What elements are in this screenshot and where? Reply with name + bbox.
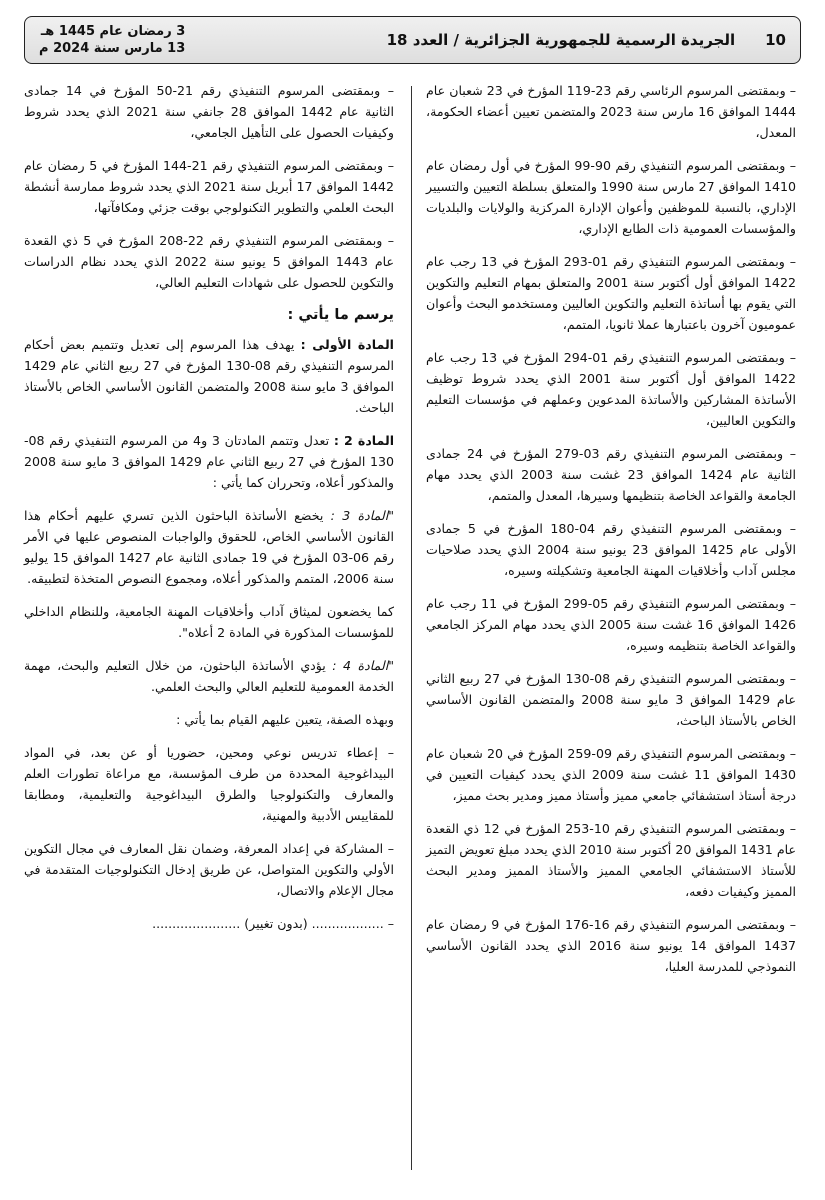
- column-divider: [411, 86, 412, 1170]
- article-4-item: – إعطاء تدريس نوعي ومحين، حضوريا أو عن بعد، في المواد البيداغوجية المحددة من طرف المؤسسة، مع مراعاة تطورات العلم والمعارف والتكنولوجيا والطرق البيداغوجية والتعليمية، ومطابقا للمقاييس الأدبية والمهنية،: [24, 745, 394, 823]
- article-2: [24, 430, 394, 493]
- article-2-title: المادة 2 :: [333, 433, 395, 448]
- right-column: [426, 80, 796, 989]
- article-3-quote-title: "المادة 3 :: [330, 508, 394, 523]
- unchanged-line: – .................. (بدون تغيير) ......................: [152, 916, 394, 931]
- page-header: [24, 16, 801, 64]
- citation-paragraph: – وبمقتضى المرسوم التنفيذي رقم 05-299 المؤرخ في 11 رجب عام 1426 الموافق 16 غشت سنة 2005 الذي يحدد مهام المركز الجامعي والقواعد الخاصة بتنظيمه وسيره،: [426, 596, 796, 653]
- citation-paragraph: – وبمقتضى المرسوم التنفيذي رقم 22-208 المؤرخ في 5 ذي القعدة عام 1443 الموافق 5 يونيو سنة 2022 الذي يحدد نظام الدراسات والتكوين للحصول على شهادات التعليم العالي،: [24, 233, 394, 290]
- citation-paragraph: – وبمقتضى المرسوم التنفيذي رقم 04-180 المؤرخ في 5 جمادى الأولى عام 1425 الموافق 23 يونيو سنة 2004 الذي يحدد صلاحيات مجلس آداب وأخلاقيات المهنة الجامعية وتشكيلته وسيره،: [426, 521, 797, 578]
- article-3-extra: كما يخضعون لميثاق آداب وأخلاقيات المهنة الجامعية، وللنظام الداخلي للمؤسسات المذكورة في المادة 2 أعلاه".: [24, 604, 394, 640]
- citation-paragraph: – وبمقتضى المرسوم التنفيذي رقم 90-99 المؤرخ في أول رمضان عام 1410 الموافق 27 مارس سنة 1990 والمتعلق بسلطة التعيين والتسيير الإداري، بالنسبة للموظفين وأعوان الإدارة المركزية والولايات والبلديات والمؤسسات العمومية ذات الطابع الإداري،: [426, 158, 797, 236]
- decree-heading: يرسم ما يأتي :: [287, 307, 394, 323]
- article-4-item: – المشاركة في إعداد المعرفة، وضمان نقل المعارف في مجال التكوين الأولي والتكوين المتواصل، عن طريق إدخال التكنولوجيات المتقدمة في مجال الإعلام والاتصال،: [24, 841, 394, 898]
- citation-paragraph: – وبمقتضى المرسوم التنفيذي رقم 21-144 المؤرخ في 5 رمضان عام 1442 الموافق 17 أبريل سنة 2021 الذي يحدد شروط ممارسة أنشطة البحث العلمي والتطوير التكنولوجي بوقت جزئي ومكافآتها،: [24, 158, 394, 215]
- article-3-quote: [24, 505, 394, 589]
- citation-paragraph: – وبمقتضى المرسوم التنفيذي رقم 21-50 المؤرخ في 14 جمادى الثانية عام 1442 الموافق 28 جانفي سنة 2021 الذي يحدد شروط وكيفيات الحصول على التأهيل الجامعي،: [24, 83, 395, 140]
- article-1-text: يهدف هذا المرسوم إلى تعديل وتتميم بعض أحكام المرسوم التنفيذي رقم 08-130 المؤرخ في 27 ربيع الثاني عام 1429 الموافق 3 مايو سنة 2008 والمتضمن القانون الأساسي الخاص بالأستاذ الباحث.: [24, 337, 394, 415]
- article-1: [24, 334, 394, 418]
- citation-paragraph: – وبمقتضى المرسوم التنفيذي رقم 09-259 المؤرخ في 20 شعبان عام 1430 الموافق 11 غشت سنة 2009 الذي يحدد كيفيات التعيين في درجة أستاذ استشفائي جامعي مميز وأستاذ مميز ومدير بحث مميز،: [426, 746, 796, 803]
- article-4-intro: وبهذه الصفة، يتعين عليهم القيام بما يأتي :: [176, 712, 394, 727]
- body-columns: [24, 80, 801, 1180]
- citation-paragraph: – وبمقتضى المرسوم التنفيذي رقم 08-130 المؤرخ في 27 ربيع الثاني عام 1429 الموافق 3 مايو سنة 2008 والمتضمن القانون الأساسي الخاص بالأستاذ الباحث،: [426, 671, 796, 728]
- article-1-title: المادة الأولى :: [300, 337, 394, 352]
- article-4-quote: [24, 655, 394, 697]
- date-gregorian: 13 مارس سنة 2024 م: [39, 41, 186, 56]
- article-3-quote-text: يخضع الأساتذة الباحثون الذين تسري عليهم أحكام هذا القانون الأساسي الخاص، للحقوق والواجبات المنصوص عليها في الأمر رقم 06-03 المؤرخ في 19 جمادى الثانية عام 1427 الموافق 15 يوليو سنة 2006، المتمم والمذكور أعلاه، ومجموع النصوص المتخذة لتطبيقه.: [24, 508, 394, 586]
- citation-paragraph: – وبمقتضى المرسوم التنفيذي رقم 16-176 المؤرخ في 9 رمضان عام 1437 الموافق 14 يونيو سنة 2016 الذي يحدد القانون الأساسي النموذجي للمدرسة العليا،: [426, 917, 797, 974]
- citation-paragraph: – وبمقتضى المرسوم التنفيذي رقم 01-294 المؤرخ في 13 رجب عام 1422 الموافق أول أكتوبر سنة 2001 الذي يحدد شروط توظيف الأساتذة المشاركين والأساتذة المدعوين وعملهم في مؤسسات التعليم والتكوين العاليين،: [426, 350, 796, 428]
- article-4-quote-text: يؤدي الأساتذة الباحثون، من خلال التعليم والبحث، مهمة الخدمة العمومية للتعليم العالي والبحث العلمي.: [24, 658, 394, 694]
- journal-title: الجريدة الرسمية للجمهورية الجزائرية / العدد 18: [386, 31, 736, 49]
- citation-paragraph: – وبمقتضى المرسوم الرئاسي رقم 23-119 المؤرخ في 23 شعبان عام 1444 الموافق 16 مارس سنة 2023 والمتضمن تعيين أعضاء الحكومة، المعدل،: [426, 83, 796, 140]
- issue-date: [39, 23, 185, 57]
- left-column: [24, 80, 394, 946]
- article-2-text: تعدل وتتمم المادتان 3 و4 من المرسوم التنفيذي رقم 08-130 المؤرخ في 27 ربيع الثاني عام 1429 الموافق 3 مايو سنة 2008 والمذكور أعلاه، وتحرران كما يأتي :: [24, 433, 394, 490]
- page-number: 10: [765, 31, 786, 49]
- date-hijri: 3 رمضان عام 1445 هـ: [40, 24, 186, 39]
- article-4-quote-title: "المادة 4 :: [332, 658, 395, 673]
- citation-paragraph: – وبمقتضى المرسوم التنفيذي رقم 03-279 المؤرخ في 24 جمادى الثانية عام 1424 الموافق 23 غشت سنة 2003 الذي يحدد مهام الجامعة والقواعد الخاصة بتنظيمها وسيرها، المعدل والمتمم،: [426, 446, 796, 503]
- citation-paragraph: – وبمقتضى المرسوم التنفيذي رقم 01-293 المؤرخ في 13 رجب عام 1422 الموافق أول أكتوبر سنة 2001 والمتعلق بمهام التعليم والتكوين التي يقوم بها أساتذة التعليم والتكوين العاليين ومستخدمو البحث وأعوان عموميون آخرون باعتبارها عملا ثانويا، المتمم،: [426, 254, 796, 332]
- citation-paragraph: – وبمقتضى المرسوم التنفيذي رقم 10-253 المؤرخ في 12 ذي القعدة عام 1431 الموافق 20 أكتوبر سنة 2010 الذي يحدد مبلغ تعويض التميز للأستاذ الاستشفائي الجامعي المميز والأستاذ المميز ومدير البحث المميز وكيفيات دفعه،: [426, 821, 796, 899]
